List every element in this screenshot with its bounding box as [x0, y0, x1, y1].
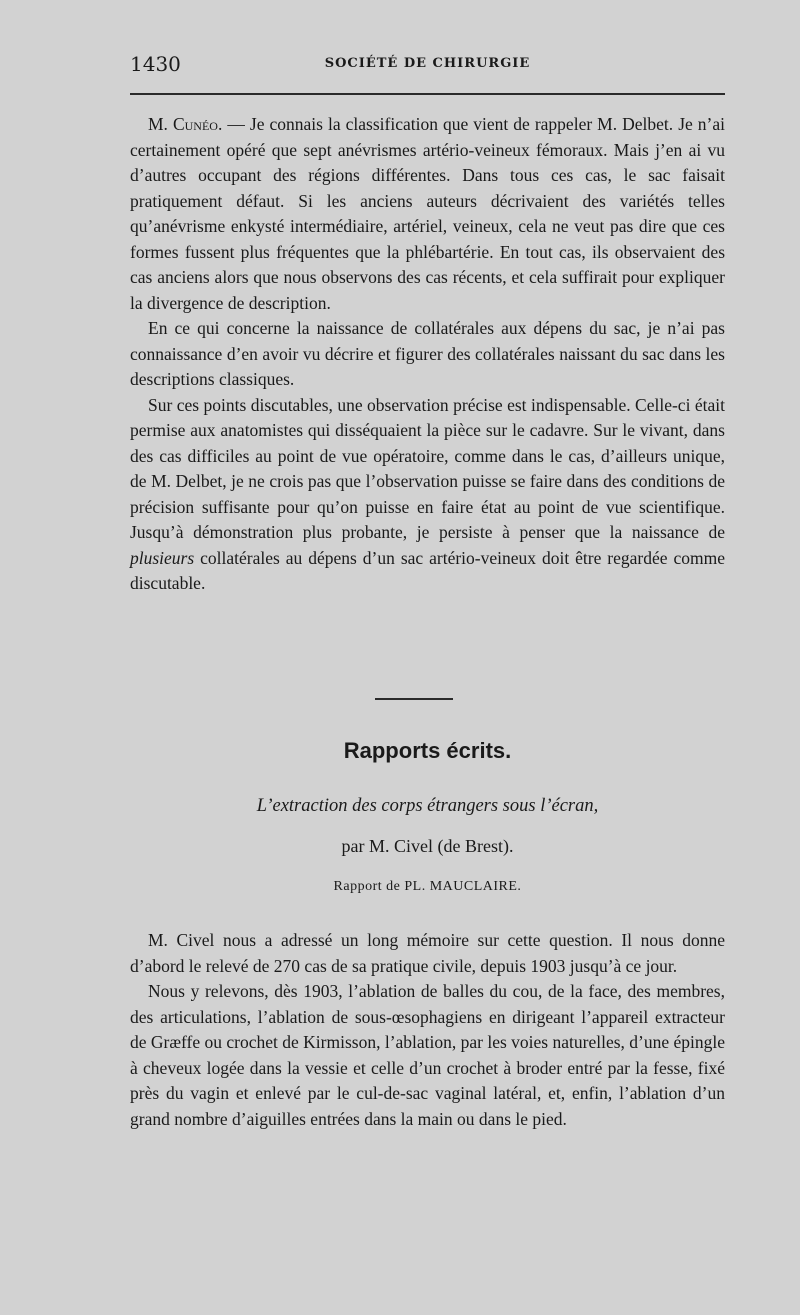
- emphasis: plusieurs: [130, 547, 195, 568]
- discussion-text: [130, 112, 725, 597]
- paragraph: M. Cunéo. — Je connais la classification que vient de rappeler M. Delbet. Je n’ai certainement opéré que sept anévrismes artério-veineux fémoraux. Mais j’en ai vu d’autres occupant des régions différentes. Dans tous ces cas, le sac faisait pratiquement défaut. Si les anciens auteurs décrivaient des variétés telles qu’anévrisme enkysté intermédiaire, artériel, veineux, cela ne veut pas dire que ces formes fussent plus fréquentes que la phlébartérie. En tout cas, ils observaient des cas anciens alors que nous observons des cas récents, et cela suffirait pour expliquer la divergence de description.: [130, 114, 725, 313]
- speaker-name: M. Cunéo.: [148, 114, 223, 134]
- report-byline: Rapport de PL. MAUCLAIRE.: [333, 879, 522, 894]
- article-title: L’extraction des corps étrangers sous l’écran,: [256, 796, 599, 816]
- header-rule: [130, 93, 725, 95]
- page-number: 1430: [130, 52, 181, 76]
- paragraph: M. Civel nous a adressé un long mémoire sur cette question. Il nous donne d’abord le relevé de 270 cas de sa pratique civile, depuis 1903 jusqu’à ce jour.: [130, 930, 725, 976]
- paragraph: Sur ces points discutables, une observation précise est indispensable. Celle-ci était permise aux anatomistes qui disséquaient la pièce sur le cadavre. Sur le vivant, dans des cas difficiles au point de vue opératoire, comme dans le cas, d’ailleurs unique, de M. Delbet, je ne crois pas que l’observation puisse se faire dans des conditions de précision suffisante pour qu’on puisse en faire état au point de vue scientifique. Jusqu’à démonstration plus probante, je persiste à penser que la naissance de plusieurs collatérales au dépens d’un sac artério-veineux doit être regardée comme discutable.: [130, 394, 725, 593]
- article-author: par M. Civel (de Brest).: [341, 836, 514, 856]
- section-title: Rapports écrits.: [343, 738, 512, 763]
- report-text: [130, 928, 725, 1132]
- paragraph: Nous y relevons, dès 1903, l’ablation de balles du cou, de la face, des membres, des articulations, l’ablation de sous-œsophagiens en dirigeant l’appareil extracteur de Græffe ou crochet de Kirmisson, l’ablation, par les voies naturelles, d’une épingle à cheveux logée dans la vessie et celle d’un crochet à broder entré par la fesse, fixé près du vagin et enlevé par le cul-de-sac vaginal latéral, et, enfin, l’ablation d’un grand nombre d’aiguilles entrées dans la main ou dans le pied.: [130, 981, 725, 1129]
- section-divider: [375, 698, 453, 700]
- running-head: SOCIÉTÉ DE CHIRURGIE: [324, 56, 531, 71]
- page-header: [130, 52, 725, 82]
- paragraph: En ce qui concerne la naissance de collatérales aux dépens du sac, je n’ai pas connaissance d’en avoir vu décrire et figurer des collatérales naissant du sac dans les descriptions classiques.: [130, 318, 725, 389]
